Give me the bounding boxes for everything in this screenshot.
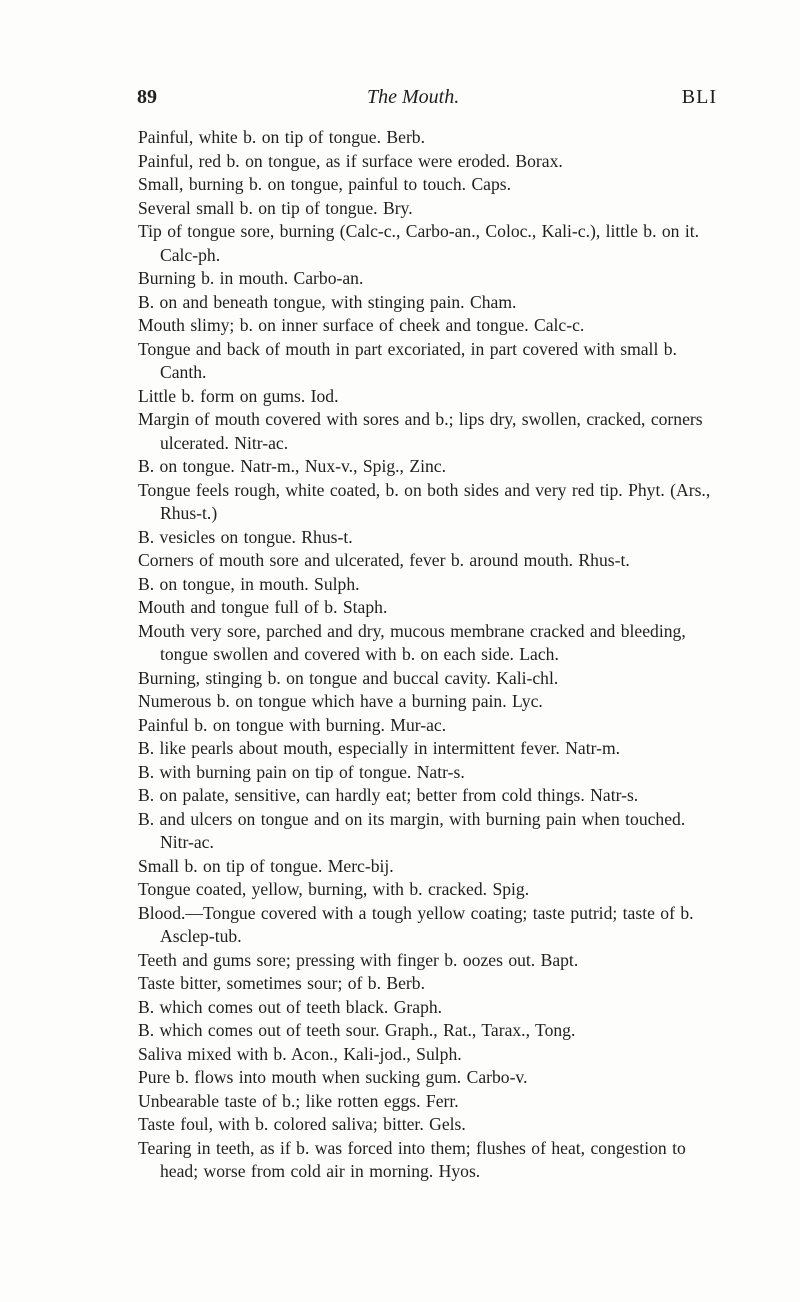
symptom-entry: Little b. form on gums. Iod. [138, 385, 339, 406]
symptom-entry: B. like pearls about mouth, especially in intermittent fever. Natr-m. [138, 738, 621, 758]
symptom-entry: B. on tongue. Natr-m., Nux-v., Spig., Zinc. [138, 456, 446, 476]
symptom-entry: B. on and beneath tongue, with stinging pain. Cham. [138, 291, 517, 312]
page-header [137, 86, 717, 116]
symptom-entry: B. vesicles on tongue. Rhus-t. [138, 526, 353, 547]
symptom-entry: Margin of mouth covered with sores and b.; lips dry, swollen, cracked, corners ulcerated. Nitr-ac. [138, 409, 703, 453]
symptom-entry: Mouth slimy; b. on inner surface of cheek and tongue. Calc-c. [138, 315, 585, 335]
symptom-entry: B. and ulcers on tongue and on its margin, with burning pain when touched. Nitr-ac. [138, 808, 686, 852]
symptom-entry: Unbearable taste of b.; like rotten eggs. Ferr. [138, 1090, 459, 1111]
symptom-entry: Burning, stinging b. on tongue and buccal cavity. Kali-chl. [138, 667, 559, 688]
symptom-entry: Taste foul, with b. colored saliva; bitter. Gels. [138, 1114, 466, 1134]
symptom-entry: Several small b. on tip of tongue. Bry. [138, 197, 413, 218]
symptom-entry: Taste bitter, sometimes sour; of b. Berb. [138, 973, 425, 993]
symptom-entry: Tearing in teeth, as if b. was forced into them; flushes of heat, congestion to head; worse from cold air in morning. Hyos. [138, 1137, 686, 1181]
symptom-entry: Teeth and gums sore; pressing with finger b. oozes out. Bapt. [138, 949, 579, 970]
symptom-entry: Numerous b. on tongue which have a burning pain. Lyc. [138, 691, 543, 711]
symptom-entry: Pure b. flows into mouth when sucking gum. Carbo-v. [138, 1067, 528, 1087]
section-code: BLI [681, 86, 717, 108]
symptom-entry: Tongue coated, yellow, burning, with b. cracked. Spig. [138, 879, 530, 899]
symptom-entry: Painful, white b. on tip of tongue. Berb. [138, 127, 425, 147]
symptom-entry: Mouth and tongue full of b. Staph. [138, 597, 388, 617]
symptom-entry: Corners of mouth sore and ulcerated, fever b. around mouth. Rhus-t. [138, 550, 630, 570]
symptom-entry: Painful, red b. on tongue, as if surface were eroded. Borax. [138, 150, 563, 171]
symptom-entry: Tongue and back of mouth in part excoriated, in part covered with small b. Canth. [138, 338, 677, 382]
symptom-entry: B. which comes out of teeth black. Graph. [138, 996, 443, 1017]
symptom-entry: Saliva mixed with b. Acon., Kali-jod., Sulph. [138, 1043, 462, 1064]
symptom-entry: Tip of tongue sore, burning (Calc-c., Carbo-an., Coloc., Kali-c.), little b. on it. Calc-ph. [138, 221, 700, 265]
symptom-entry: Tongue feels rough, white coated, b. on both sides and very red tip. Phyt. (Ars., Rhus-t.) [138, 479, 711, 523]
symptom-entry: Mouth very sore, parched and dry, mucous membrane cracked and bleeding, tongue swollen and covered with b. on each side. Lach. [138, 620, 686, 664]
page-number: 89 [137, 86, 157, 108]
symptom-entry: Small b. on tip of tongue. Merc-bij. [138, 855, 394, 876]
symptom-entry: B. with burning pain on tip of tongue. Natr-s. [138, 761, 465, 782]
symptom-entry: Blood.—Tongue covered with a tough yellow coating; taste putrid; taste of b. Asclep-tub. [138, 902, 694, 946]
running-title: The Mouth. [367, 86, 460, 108]
symptom-entry: B. which comes out of teeth sour. Graph., Rat., Tarax., Tong. [138, 1020, 576, 1040]
symptom-entry: B. on tongue, in mouth. Sulph. [138, 573, 360, 594]
symptom-list [138, 126, 722, 1184]
symptom-entry: B. on palate, sensitive, can hardly eat; better from cold things. Natr-s. [138, 785, 639, 805]
symptom-entry: Painful b. on tongue with burning. Mur-ac. [138, 714, 447, 735]
symptom-entry: Burning b. in mouth. Carbo-an. [138, 268, 364, 288]
symptom-entry: Small, burning b. on tongue, painful to touch. Caps. [138, 174, 512, 194]
